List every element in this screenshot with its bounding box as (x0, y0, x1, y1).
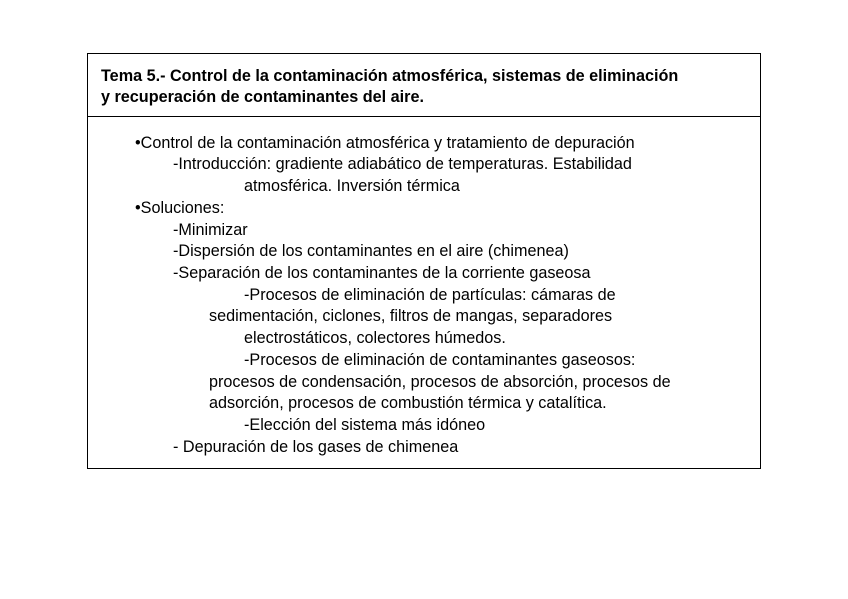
content-line-bullet-control: •Control de la contaminación atmosférica y tratamiento de depuración (135, 134, 635, 152)
content-line-minimizar: -Minimizar (173, 221, 248, 239)
content-line-gaseosos: -Procesos de eliminación de contaminantes gaseosos: (244, 351, 636, 369)
content-line-gaseosos-cont2: adsorción, procesos de combustión térmica y catalítica. (209, 394, 607, 412)
content-line-introduccion: -Introducción: gradiente adiabático de temperaturas. Estabilidad (173, 155, 632, 173)
content-line-separacion: -Separación de los contaminantes de la corriente gaseosa (173, 264, 591, 282)
content-line-particulas: -Procesos de eliminación de partículas: cámaras de (244, 286, 616, 304)
page-title (101, 66, 756, 108)
title-section (88, 54, 760, 117)
content-line-introduccion-cont: atmosférica. Inversión térmica (244, 177, 460, 195)
content-line-bullet-soluciones: •Soluciones: (135, 199, 225, 217)
title-line-2: y recuperación de contaminantes del aire. (101, 88, 424, 106)
content-line-particulas-cont1: sedimentación, ciclones, filtros de mangas, separadores (209, 307, 613, 325)
content-line-eleccion: -Elección del sistema más idóneo (244, 416, 486, 434)
content-line-depuracion: - Depuración de los gases de chimenea (173, 438, 459, 456)
document-box (87, 53, 761, 469)
content-line-dispersion: -Dispersión de los contaminantes en el aire (chimenea) (173, 242, 569, 260)
content-line-gaseosos-cont1: procesos de condensación, procesos de absorción, procesos de (209, 373, 671, 391)
title-line-1: Tema 5.- Control de la contaminación atmosférica, sistemas de eliminación (101, 67, 679, 85)
content-line-particulas-cont2: electrostáticos, colectores húmedos. (244, 329, 506, 347)
